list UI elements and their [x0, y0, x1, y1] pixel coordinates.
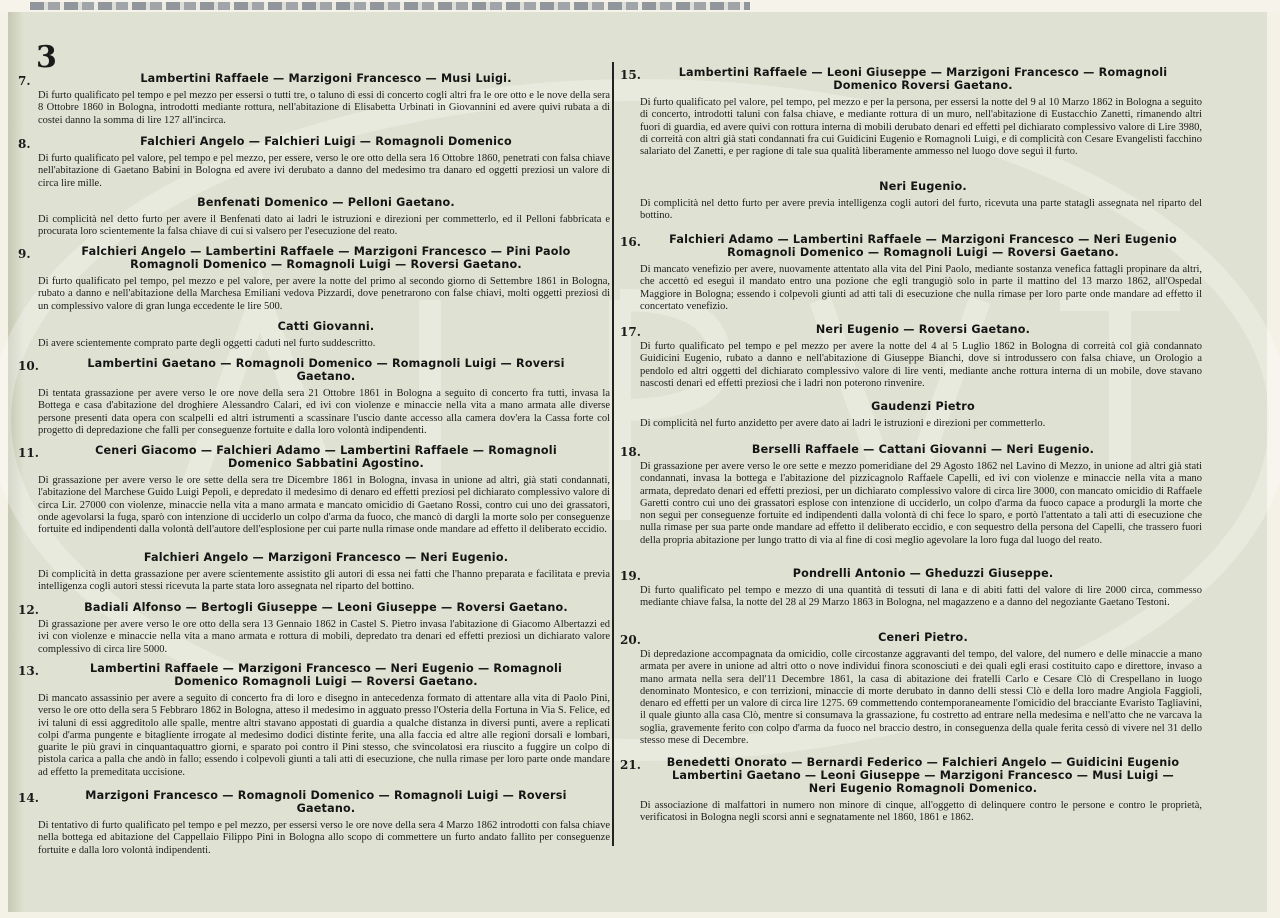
- entry-number: 21.: [620, 758, 641, 772]
- entry-number: 15.: [620, 68, 641, 82]
- indictment-entry: [624, 180, 1202, 223]
- defendant-names: Benedetti Onorato — Bernardi Federico — Falchieri Angelo — Guidicini Eugenio Lambertini Gaetano — Leoni Giuseppe — Marzigoni Francesco — Musi Luigi — Neri Eugenio Romagnoli Domenico.: [666, 756, 1180, 795]
- defendant-names: Catti Giovanni.: [277, 320, 375, 333]
- charge-text: Di furto qualificato pel tempo, pel mezzo e pel valore, per avere la notte del primo al secondo giorno di Settembre 1861 in Bologna, rubato a danno e nell'abitazione della Marchesa Emiliani vedova Pizzardi, dove penetrarono con false chiavi, molti oggetti preziosi di un complessivo valore di gran lunga eccedente le lire 500.: [38, 276, 610, 312]
- indictment-entry: [18, 444, 610, 536]
- entry-number: 9.: [18, 247, 31, 261]
- charge-text: Di furto qualificato pel tempo e pel mezzo per essersi o tutti tre, o taluno di essi di concerto cogli altri fra le ore otto e le nove della sera 8 Ottobre 1860 in Bologna, introdotti mediante rottura, nell'abitazione di Elisabetta Urbinati in Giovannini ed avere quivi rubata a di costei danno la somma di lire 127 all'incirca.: [38, 90, 610, 126]
- indictment-entry: [18, 72, 610, 127]
- indictment-entry: [22, 320, 610, 350]
- defendant-names: Falchieri Adamo — Lambertini Raffaele — Marzigoni Francesco — Neri Eugenio Romagnoli Domenico — Romagnoli Luigi — Roversi Gaetano.: [669, 233, 1177, 259]
- charge-text: Di avere scientemente comprato parte degli oggetti caduti nel furto suddescritto.: [38, 338, 376, 349]
- charge-text: Di grassazione per avere verso le ore otto della sera 13 Gennaio 1862 in Castel S. Pietro invasa l'abitazione di Giacomo Albertazzi ed ivi con violenze e minaccie nella vita a mano armata e rottura di mobili, depredato tra denari ed effetti preziosi un dichiarato valore complessivo di circa lire 5000.: [38, 619, 610, 655]
- column-divider: [612, 62, 614, 846]
- charge-text: Di mancato assassinio per avere a seguito di concerto fra di loro e disegno in antecedenza formato di attentare alla vita di Paolo Pini, verso le ore otto della sera 5 Febbraro 1862 in Bologna, atteso il medesimo in agguato presso l'Osteria della Fortuna in Via S. Felice, ed ivi taluni di essi aggreditolo alle spalle, mentre altri stavano appostati di guardia a qualche distanza in diversi punti, avere a replicati colpi d'arma pungente e bitagliente irrogate al medesimo dodici distinte ferite, una alla faccia ed altre alle regioni dorsali e lombari, guarite le più gravi in cinquantaquattro giorni, e sparato poi contro il Pini stesso, che svincolatosi era riuscito a fuggire un colpo di pistola carica a palla che andò in fallo; essendo i colpevoli giunti a tali atti di esecuzione, che nulla rimase per loro parte onde mandare ad effetto la premeditata uccisione.: [38, 693, 610, 778]
- indictment-entry: [18, 601, 610, 656]
- entry-number: 19.: [620, 569, 641, 583]
- defendant-names: Falchieri Angelo — Falchieri Luigi — Romagnoli Domenico: [140, 135, 512, 148]
- page-number: 3: [36, 40, 57, 75]
- entry-number: 16.: [620, 235, 641, 249]
- charge-text: Di complicità nel detto furto per avere previa intelligenza cogli autori del furto, ricevuta una parte statagli assegnata nel riparto del bottino.: [640, 198, 1202, 222]
- defendant-names: Ceneri Pietro.: [878, 631, 968, 644]
- charge-text: Di associazione di malfattori in numero non minore di cinque, all'oggetto di delinquere contro le persone e contro le proprietà, verificatosi in Bologna negli scorsi anni e segnatamente nel 1860, 1861 e 1862.: [640, 800, 1202, 824]
- charge-text: Di grassazione per avere verso le ore sette della sera tre Dicembre 1861 in Bologna, invasa in unione ad altri, già stati condannati, l'abitazione del Marchese Guido Luigi Pepoli, e depredato il medesimo di denaro ed effetti preziosi pel dichiarato complessivo valore di circa Lir. 27000 con violenze, minaccie nella vita a mano armata e mancato omicidio di Gaetano Rossi, contro cui uno dei grassatori, onde agevolarsi la fuga, sparò con intenzione di ucciderlo un colpo d'arma da fuoco, che mancò di dargli la morte solo per conseguenze fortuite ed indipendenti dalla volontà dell'autore dell'esplosione per cui parte nulla rimase onde mandare ad effetto il deliberato eccidio.: [38, 475, 610, 536]
- charge-text: Di depredazione accompagnata da omicidio, colle circostanze aggravanti del tempo, del valore, del numero e delle minaccie a mano armata per avere in unione ad altri otto o nove individui finora sconosciuti e dei quali egli erasi costituito capo e direttore, invaso a mano armata nella sera dell'11 Decembre 1861, la casa di abitazione dei fratelli Carlo e Cesare Clò di Crespellano in luogo denominato Montesico, e con terrizioni, minaccie di morte derubato in danno delli stessi Clò e della loro madre Angiola Faggioli, denaro ed effetti per un valore di circa lire 1275. 69 commettendo contemporaneamente l'omicidio del bracciante Evaristo Tagliavini, il quale giunto alla casa Clò, mentre si consumava la grassazione, fu costretto ad entrare nella medesima e nell'atto che ne varcava la soglia, gravemente ferito con colpo d'arma da fuoco nel braccio destro, in conseguenza della quale ferita cessò di vivere nel 31 dello stesso mese di Decembre.: [640, 649, 1202, 747]
- indictment-entry: [18, 662, 610, 779]
- defendant-names: Neri Eugenio — Roversi Gaetano.: [815, 323, 1031, 336]
- entry-number: 20.: [620, 633, 641, 647]
- indictment-entry: [620, 756, 1202, 825]
- indictment-entry: [620, 233, 1202, 313]
- charge-text: Di grassazione per avere verso le ore sette e mezzo pomeridiane del 29 Agosto 1862 nel Lavino di Mezzo, in unione ad altri già stati condannati, invasa la bottega e l'abitazione del pizzicagnolo Raffaele Capelli, ed ivi con violenze e minaccie nella vita a mano armata, depredato denari ed effetti preziosi, per un dichiarato complessivo valore di circa lire 3000, con mancato omicidio di Raffaele Garetti contro cui uno dei grassatori esplose con intenzione di ucciderlo, un colpo d'arma da fuoco capace a produrgli la morte che non seguì per conseguenze fortuite ed indipendenti dalla volontà di chi fece lo sparo, e portò l'attentato a tali atti di esecuzione che nulla rimase per sua parte onde mandare ad effetto il deliberato eccidio, e con sequestro della persona del Capelli, che trassero fuori della propria abitazione per lungo tratto di via al fine di così meglio agevolare la loro fuga dal luogo del reato.: [640, 461, 1202, 546]
- defendant-names: Lambertini Raffaele — Marzigoni Francesco — Neri Eugenio — Romagnoli Domenico Romagnoli Luigi — Roversi Gaetano.: [89, 662, 563, 688]
- entry-number: 8.: [18, 137, 31, 151]
- defendant-names: Lambertini Raffaele — Leoni Giuseppe — Marzigoni Francesco — Romagnoli Domenico Roversi Gaetano.: [678, 66, 1168, 92]
- charge-text: Di mancato venefizio per avere, nuovamente attentato alla vita del Pini Paolo, mediante sostanza venefica fattagli propinare da altri, che accettò ed eseguì il mandato entro una pozione che egli trangugiò solo in parte il mattino del 13 marzo 1862, all'Ospedal Maggiore in Bologna; essendo i colpevoli giunti ad atti tali di esecuzione che nulla rimase per loro parte onde mandare ad effetto il concertato venefizio.: [640, 264, 1202, 312]
- indictment-entry: [18, 357, 610, 437]
- defendant-names: Falchieri Angelo — Marzigoni Francesco — Neri Eugenio.: [143, 551, 509, 564]
- defendant-names: Gaudenzi Pietro: [871, 400, 975, 413]
- indictment-entry: [620, 323, 1202, 390]
- entry-number: 18.: [620, 445, 641, 459]
- defendant-names: Benfenati Domenico — Pelloni Gaetano.: [197, 196, 455, 209]
- defendant-names: Lambertini Gaetano — Romagnoli Domenico — Romagnoli Luigi — Roversi Gaetano.: [87, 357, 565, 383]
- indictment-entry: [18, 245, 610, 313]
- defendant-names: Berselli Raffaele — Cattani Giovanni — Neri Eugenio.: [751, 443, 1095, 456]
- charge-text: Di tentata grassazione per avere verso le ore nove della sera 21 Ottobre 1861 in Bologna a seguito di concerto fra tutti, invasa la Bottega e casa d'abitazione del droghiere Alessandro Calari, ed ivi con violenze e minaccie nella vita a mano armata alle diverse persone presenti data opera con scalpelli ed altri istrumenti a scassinare l'uscio dante accesso alla camera dov'era la Cassa forte col progetto di depredazione che fallì per conseguenze fortuite e dalla loro volontà indipendenti.: [38, 388, 610, 436]
- defendant-names: Marzigoni Francesco — Romagnoli Domenico — Romagnoli Luigi — Roversi Gaetano.: [85, 789, 567, 815]
- entry-number: 12.: [18, 603, 39, 617]
- charge-text: Di tentativo di furto qualificato pel tempo e pel mezzo, per essersi verso le ore nove della sera 4 Marzo 1862 introdotti con falsa chiave nella bottega ed abitazione del Cappellaio Filippo Pini in Bologna allo scopo di commettere un furto andato fallito per conseguenze fortuite e dalla loro volontà indipendenti.: [38, 820, 610, 856]
- entry-number: 14.: [18, 791, 39, 805]
- charge-text: Di complicità in detta grassazione per avere scientemente assistito gli autori di essa nei fatti che l'hanno preparata e facilitata e previa intelligenza cogli autori stessi ricevuta la parte stata loro assegnata nel riparto del bottino.: [38, 569, 610, 593]
- defendant-names: Ceneri Giacomo — Falchieri Adamo — Lambertini Raffaele — Romagnoli Domenico Sabbatini Agostino.: [95, 444, 557, 470]
- paper-top-edge: [0, 0, 1280, 12]
- charge-text: Di furto qualificato pel tempo e pel mezzo per avere la notte del 4 al 5 Luglio 1862 in Bologna di correità col già condannato Guidicini Eugenio, rubato a danno e nell'abitazione di Giuseppe Bianchi, dove si introdussero con falsa chiave, un Orologio a pendolo ed altri oggetti del dichiarato complessivo valore di lire venti, mediante anche rottura interna di un mobile, dove stavano nascosti denari ed effetti preziosi che i ladri non poterono rinvenire.: [640, 341, 1202, 389]
- charge-text: Di furto qualificato pel valore, pel tempo, pel mezzo e per la persona, per essersi la notte del 9 al 10 Marzo 1862 in Bologna a seguito di concerto, introdotti taluni con falsa chiave, e mediante rottura di un muro, nell'abitazione di Eustacchio Zanetti, rimanendo altri fuori di guardia, ed avere quivi con rottura interna di mobili derubato denari ed effetti pel dichiarato complessivo valore di Lire 3980, di correità con altri già stati condannati fra cui Guidicini Eugenio e Romagnoli Luigi, e di complicità con Cesare Evangelisti facchino salariato del Zanetti, e per ragione di tale sua qualità liberamente ammesso nel luogo dove seguì il furto.: [640, 97, 1202, 158]
- charge-text: Di complicità nel furto anzidetto per avere dato ai ladri le istruzioni e direzioni per commetterlo.: [640, 418, 1046, 429]
- charge-text: Di complicità nel detto furto per avere il Benfenati dato ai ladri le istruzioni e direzioni per commetterlo, ed il Pelloni fabbricata e procurata loro scientemente la falsa chiave di cui si valsero per l'esecuzione del reato.: [38, 214, 610, 238]
- indictment-entry: [620, 443, 1202, 547]
- entry-number: 17.: [620, 325, 641, 339]
- indictment-entry: [18, 789, 610, 857]
- indictment-entry: [620, 66, 1202, 158]
- defendant-names: Falchieri Angelo — Lambertini Raffaele — Marzigoni Francesco — Pini Paolo Romagnoli Domenico — Romagnoli Luigi — Roversi Gaetano.: [81, 245, 571, 271]
- defendant-names: Pondrelli Antonio — Gheduzzi Giuseppe.: [792, 567, 1054, 580]
- defendant-names: Badiali Alfonso — Bertogli Giuseppe — Leoni Giuseppe — Roversi Gaetano.: [84, 601, 568, 614]
- entry-number: 7.: [18, 74, 31, 88]
- defendant-names: Lambertini Raffaele — Marzigoni Francesco — Musi Luigi.: [140, 72, 512, 85]
- indictment-entry: [620, 631, 1202, 747]
- charge-text: Di furto qualificato pel valore, pel tempo e pel mezzo, per essere, verso le ore otto della sera 16 Ottobre 1860, penetrati con falsa chiave nell'abitazione di Gaetano Babini in Bologna ed avere ivi derubato a danno del medesimo tra danaro ed oggetti preziosi un valore di circa lire mille.: [38, 153, 610, 189]
- entry-number: 11.: [18, 446, 39, 460]
- indictment-entry: [22, 551, 610, 594]
- indictment-entry: [18, 135, 610, 190]
- torn-edge: [30, 2, 750, 10]
- charge-text: Di furto qualificato pel tempo e mezzo di una quantità di tessuti di lana e di abiti fatti del valore di lire 2000 circa, commesso mediante chiave falsa, la notte del 28 al 29 Marzo 1863 in Bologna, nel magazzeno e a danno del negoziante Gaetano Testoni.: [640, 585, 1202, 609]
- indictment-entry: [22, 196, 610, 239]
- entry-number: 13.: [18, 664, 39, 678]
- indictment-entry: [624, 400, 1202, 430]
- entry-number: 10.: [18, 359, 39, 373]
- defendant-names: Neri Eugenio.: [879, 180, 967, 193]
- indictment-entry: [620, 567, 1202, 610]
